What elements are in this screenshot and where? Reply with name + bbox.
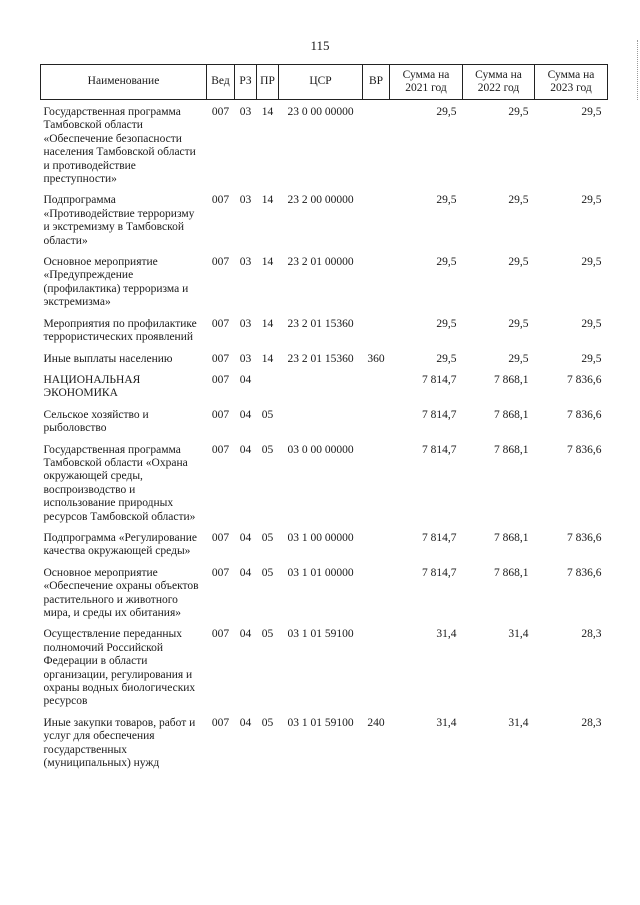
row-rz: 04 xyxy=(239,716,252,729)
row-csr: 03 1 00 00000 xyxy=(287,531,354,544)
row-sum-2023: 29,5 xyxy=(581,106,602,118)
row-name: Подпрограмма «Противодействие терроризму и экстремизму в Тамбовской области» xyxy=(43,194,195,247)
row-vr xyxy=(363,250,390,312)
row-sum-2022: 29,5 xyxy=(508,194,529,207)
row-csr: 03 1 01 59100 xyxy=(287,716,354,729)
row-vr: 240 xyxy=(367,716,385,729)
row-rz: 04 xyxy=(239,628,252,641)
row-sum-2021: 7 814,7 xyxy=(422,531,457,544)
row-vr xyxy=(363,526,390,561)
row-name: НАЦИОНАЛЬНАЯ ЭКОНОМИКА xyxy=(43,373,141,400)
row-sum-2022: 7 868,1 xyxy=(494,408,529,421)
row-sum-2022: 7 868,1 xyxy=(494,443,529,456)
row-ved: 007 xyxy=(211,408,230,421)
row-sum-2022: 7 868,1 xyxy=(494,566,529,579)
row-csr xyxy=(279,403,363,438)
row-pr: 05 xyxy=(261,716,274,729)
row-sum-2022: 31,4 xyxy=(508,716,529,729)
row-sum-2022: 7 868,1 xyxy=(494,531,529,544)
header-2022: Сумма на 2022 год xyxy=(463,65,535,100)
row-vr xyxy=(363,438,390,526)
row-csr: 03 0 00 00000 xyxy=(287,443,354,456)
row-ved: 007 xyxy=(211,531,230,544)
row-sum-2021: 31,4 xyxy=(436,628,457,641)
table-header-row xyxy=(41,65,608,100)
row-ved: 007 xyxy=(211,566,230,579)
row-sum-2021: 7 814,7 xyxy=(422,566,457,579)
header-rz: РЗ xyxy=(235,65,257,100)
row-ved: 007 xyxy=(211,194,230,207)
row-sum-2021: 29,5 xyxy=(436,317,457,330)
row-ved: 007 xyxy=(211,443,230,456)
row-csr: 23 2 01 15360 xyxy=(287,317,354,330)
row-csr: 23 0 00 00000 xyxy=(287,106,354,118)
row-sum-2021: 29,5 xyxy=(436,194,457,207)
row-sum-2023: 7 836,6 xyxy=(567,443,602,456)
table-row xyxy=(41,312,608,347)
header-2021: Сумма на 2021 год xyxy=(390,65,463,100)
row-rz: 04 xyxy=(239,443,252,456)
budget-table xyxy=(40,64,608,772)
table-row xyxy=(41,561,608,623)
row-name: Осуществление переданных полномочий Российской Федерации в области организации, регулирования и охраны водных биологических ресурсов xyxy=(43,628,196,708)
row-sum-2022: 29,5 xyxy=(508,317,529,330)
row-sum-2023: 7 836,6 xyxy=(567,531,602,544)
table-row xyxy=(41,622,608,710)
row-pr: 14 xyxy=(261,317,274,330)
row-sum-2023: 28,3 xyxy=(581,628,602,641)
row-csr: 23 2 01 15360 xyxy=(287,352,354,365)
row-csr: 23 2 00 00000 xyxy=(287,194,354,207)
row-name: Иные выплаты населению xyxy=(43,352,173,365)
row-name: Государственная программа Тамбовской области «Охрана окружающей среды, воспроизводство и использование природных ресурсов Тамбовской области» xyxy=(43,443,196,523)
header-vr: ВР xyxy=(363,65,390,100)
row-sum-2022: 7 868,1 xyxy=(494,373,529,386)
table-body xyxy=(41,100,608,773)
row-rz: 03 xyxy=(239,352,252,365)
table-row xyxy=(41,711,608,773)
row-vr xyxy=(363,368,390,403)
table-row xyxy=(41,100,608,189)
row-ved: 007 xyxy=(211,628,230,641)
row-sum-2023: 7 836,6 xyxy=(567,373,602,386)
table-row xyxy=(41,347,608,368)
row-rz: 03 xyxy=(239,194,252,207)
row-sum-2021: 29,5 xyxy=(436,106,457,118)
row-sum-2022: 29,5 xyxy=(508,256,529,269)
row-sum-2021: 29,5 xyxy=(436,256,457,269)
scan-edge-mark xyxy=(635,40,638,100)
row-rz: 03 xyxy=(239,106,252,118)
table-row xyxy=(41,526,608,561)
header-csr: ЦСР xyxy=(279,65,363,100)
row-name: Мероприятия по профилактике террористических проявлений xyxy=(43,317,197,344)
row-rz: 04 xyxy=(239,566,252,579)
header-name: Наименование xyxy=(41,65,207,100)
row-vr xyxy=(363,100,390,189)
row-ved: 007 xyxy=(211,106,230,118)
table-row xyxy=(41,438,608,526)
row-csr: 23 2 01 00000 xyxy=(287,256,354,269)
row-pr: 14 xyxy=(261,194,274,207)
row-sum-2023: 28,3 xyxy=(581,716,602,729)
row-rz: 03 xyxy=(239,317,252,330)
row-sum-2022: 29,5 xyxy=(508,106,529,118)
row-sum-2023: 29,5 xyxy=(581,317,602,330)
row-pr: 05 xyxy=(261,628,274,641)
row-pr xyxy=(257,368,279,403)
row-vr xyxy=(363,622,390,710)
row-pr: 14 xyxy=(261,106,274,118)
row-csr: 03 1 01 59100 xyxy=(287,628,354,641)
row-sum-2021: 31,4 xyxy=(436,716,457,729)
row-sum-2021: 7 814,7 xyxy=(422,443,457,456)
row-sum-2023: 7 836,6 xyxy=(567,408,602,421)
row-rz: 04 xyxy=(239,408,252,421)
row-name: Основное мероприятие «Предупреждение (профилактика) терроризма и экстремизма» xyxy=(43,256,189,309)
row-pr: 05 xyxy=(261,408,274,421)
row-sum-2023: 29,5 xyxy=(581,256,602,269)
table-row xyxy=(41,250,608,312)
row-pr: 14 xyxy=(261,256,274,269)
row-ved: 007 xyxy=(211,373,230,386)
row-csr: 03 1 01 00000 xyxy=(287,566,354,579)
header-2023: Сумма на 2023 год xyxy=(535,65,608,100)
row-ved: 007 xyxy=(211,352,230,365)
row-name: Сельское хозяйство и рыболовство xyxy=(43,408,149,435)
row-rz: 04 xyxy=(239,531,252,544)
row-name: Подпрограмма «Регулирование качества окружающей среды» xyxy=(43,531,198,558)
row-pr: 14 xyxy=(261,352,274,365)
header-pr: ПР xyxy=(257,65,279,100)
row-rz: 04 xyxy=(239,373,252,386)
row-csr xyxy=(279,368,363,403)
page-number: 115 xyxy=(310,38,330,53)
row-sum-2023: 29,5 xyxy=(581,352,602,365)
row-sum-2021: 29,5 xyxy=(436,352,457,365)
row-vr xyxy=(363,312,390,347)
table-row xyxy=(41,188,608,250)
row-vr xyxy=(363,403,390,438)
row-sum-2022: 29,5 xyxy=(508,352,529,365)
row-name: Государственная программа Тамбовской области «Обеспечение безопасности населения Тамбовской области и противодействие преступности» xyxy=(43,106,196,186)
row-pr: 05 xyxy=(261,443,274,456)
row-name: Иные закупки товаров, работ и услуг для обеспечения государственных (муниципальных) нужд xyxy=(43,716,196,770)
row-vr: 360 xyxy=(367,352,385,365)
header-ved: Вед xyxy=(207,65,235,100)
row-sum-2023: 7 836,6 xyxy=(567,566,602,579)
row-vr xyxy=(363,561,390,623)
row-rz: 03 xyxy=(239,256,252,269)
row-pr: 05 xyxy=(261,531,274,544)
row-sum-2023: 29,5 xyxy=(581,194,602,207)
row-sum-2021: 7 814,7 xyxy=(422,373,457,386)
table-row xyxy=(41,403,608,438)
row-ved: 007 xyxy=(211,256,230,269)
row-sum-2021: 7 814,7 xyxy=(422,408,457,421)
row-ved: 007 xyxy=(211,317,230,330)
row-vr xyxy=(363,188,390,250)
row-name: Основное мероприятие «Обеспечение охраны объектов растительного и животного мира, и среды их обитания» xyxy=(43,566,199,619)
row-pr: 05 xyxy=(261,566,274,579)
row-sum-2022: 31,4 xyxy=(508,628,529,641)
table-row xyxy=(41,368,608,403)
row-ved: 007 xyxy=(211,716,230,729)
